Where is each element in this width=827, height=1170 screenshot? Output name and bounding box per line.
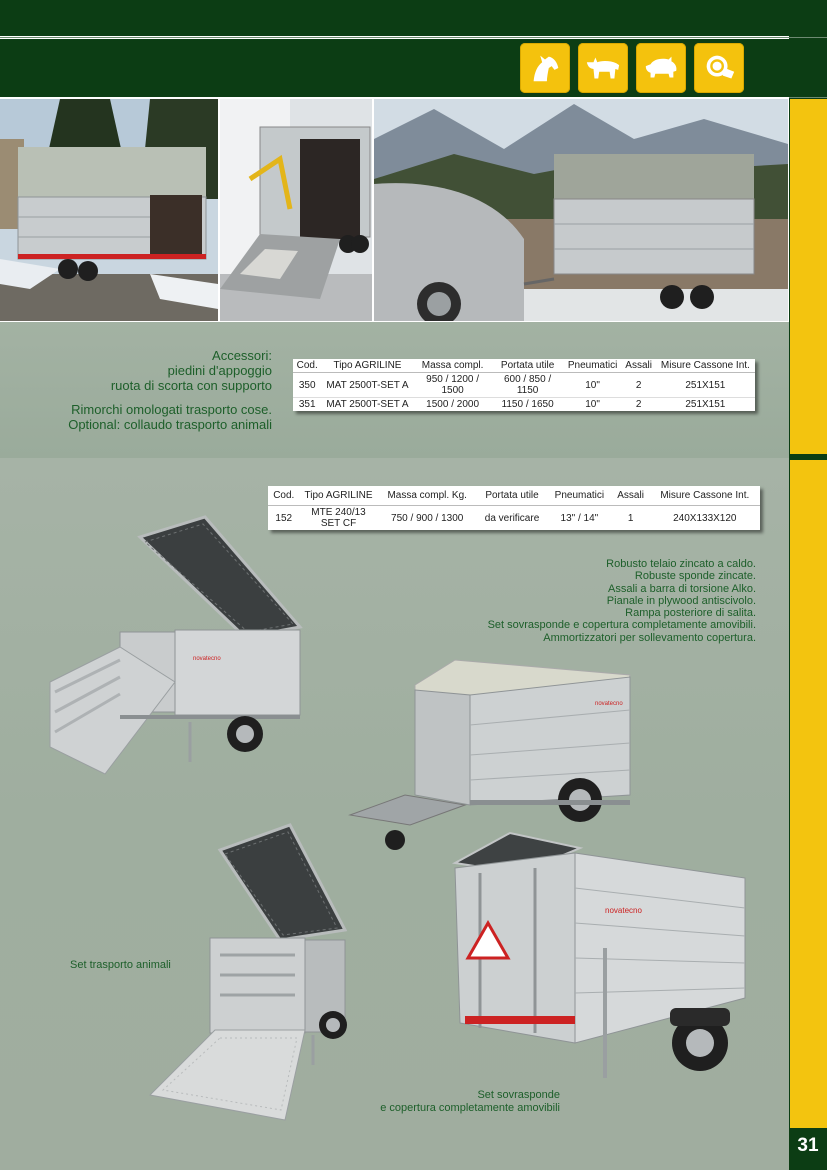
table-row	[268, 506, 760, 531]
table-cell: 1150 / 1650	[501, 399, 554, 410]
section-tab	[790, 99, 827, 454]
table-cell: da verificare	[484, 512, 540, 524]
table-header: Portata utile	[477, 486, 547, 506]
table-cell: MTE 240/13 SET CF	[311, 507, 366, 529]
header-divider	[0, 37, 789, 38]
table-cell: 351	[298, 399, 316, 410]
feature-item: Pianale in plywood antiscivolo.	[606, 594, 756, 607]
table-cell: 1	[627, 512, 634, 524]
accessories-line: ruota di scorta con supporto	[110, 378, 272, 393]
table-row	[293, 373, 755, 398]
homologation-line: Rimorchi omologati trasporto cose.	[71, 402, 272, 417]
table-header: Pneumatici	[547, 486, 611, 506]
homologation-line: Optional: collaudo trasporto animali	[68, 417, 272, 432]
table-header: Pneumatici	[564, 359, 622, 373]
table-cell: 251X151	[685, 379, 726, 391]
table-cell: 10"	[585, 379, 600, 391]
right-divider	[789, 37, 827, 38]
table-header: Assali	[622, 359, 656, 373]
spec-table-agriline-mat	[293, 359, 755, 411]
brand-logo: novatecno	[595, 701, 623, 707]
table-cell: 600 / 850 / 1150	[503, 374, 552, 396]
table-header: Cod.	[293, 359, 321, 373]
photo-trailer-mountains	[374, 99, 788, 321]
table-cell: 13" / 14"	[560, 512, 599, 524]
table-cell: 2	[635, 399, 642, 410]
accessories-line: piedini d'appoggio	[167, 363, 272, 378]
table-cell: 1500 / 2000	[426, 399, 479, 410]
section-tab	[790, 460, 827, 1128]
table-cell: MAT 2500T-SET A	[326, 379, 409, 391]
feature-item: Robuste sponde zincate.	[634, 570, 756, 583]
table-cell: 750 / 900 / 1300	[391, 512, 464, 524]
animal-icons	[520, 43, 744, 95]
top-header-band	[0, 0, 789, 36]
table-header: Portata utile	[492, 359, 564, 373]
cow-icon	[578, 43, 628, 93]
table-cell: 950 / 1200 / 1500	[426, 374, 479, 396]
pig-icon	[636, 43, 686, 93]
table-cell: 10"	[585, 399, 600, 410]
horse-icon	[520, 43, 570, 93]
product-image-animal-transport	[145, 820, 350, 1130]
table-header: Tipo AGRILINE	[321, 359, 413, 373]
caption-line: e copertura completamente amovibili	[380, 1102, 560, 1114]
feature-item: Ammortizzatori per sollevamento copertura.	[543, 631, 756, 644]
sheep-icon	[694, 43, 744, 93]
table-cell: 350	[298, 379, 316, 391]
table-header: Massa compl. Kg.	[378, 486, 477, 506]
features-list	[460, 558, 756, 644]
brand-logo: novatecno	[193, 656, 221, 662]
caption-animal-transport: Set trasporto animali	[70, 959, 171, 971]
table-row	[293, 398, 755, 412]
photo-trailer-snow	[0, 99, 218, 321]
table-header: Misure Cassone Int.	[656, 359, 755, 373]
table-cell: 152	[275, 512, 293, 524]
table-cell: 251X151	[685, 399, 726, 410]
product-image-covered-trailer	[345, 655, 635, 855]
table-header: Assali	[612, 486, 650, 506]
homologation-text	[68, 402, 272, 432]
product-image-extended-trailer	[440, 828, 750, 1088]
feature-item: Rampa posteriore di salita.	[625, 607, 756, 620]
spec-table-agriline-mte	[268, 486, 760, 530]
table-cell: 2	[635, 379, 642, 391]
feature-item: Set sovrasponde e copertura completamente amovibili.	[487, 619, 756, 632]
accessories-text	[111, 348, 272, 393]
table-header: Misure Cassone Int.	[650, 486, 760, 506]
table-header: Tipo AGRILINE	[300, 486, 378, 506]
feature-item: Assali a barra di torsione Alko.	[608, 582, 756, 595]
photo-trailer-ramp	[220, 99, 372, 321]
right-divider	[789, 97, 827, 98]
table-header: Massa compl.	[414, 359, 492, 373]
feature-item: Robusto telaio zincato a caldo.	[606, 558, 756, 570]
caption-line: Set sovrasponde	[477, 1089, 560, 1101]
table-header: Cod.	[268, 486, 300, 506]
table-cell: MAT 2500T-SET A	[326, 399, 409, 410]
accessories-line: Accessori:	[212, 348, 272, 363]
page-number: 31	[797, 1135, 819, 1156]
caption-removable-cover	[360, 1089, 560, 1115]
brand-logo: novatecno	[605, 906, 642, 915]
product-image-open-cage-trailer	[45, 512, 305, 782]
table-cell: 240X133X120	[673, 512, 737, 524]
